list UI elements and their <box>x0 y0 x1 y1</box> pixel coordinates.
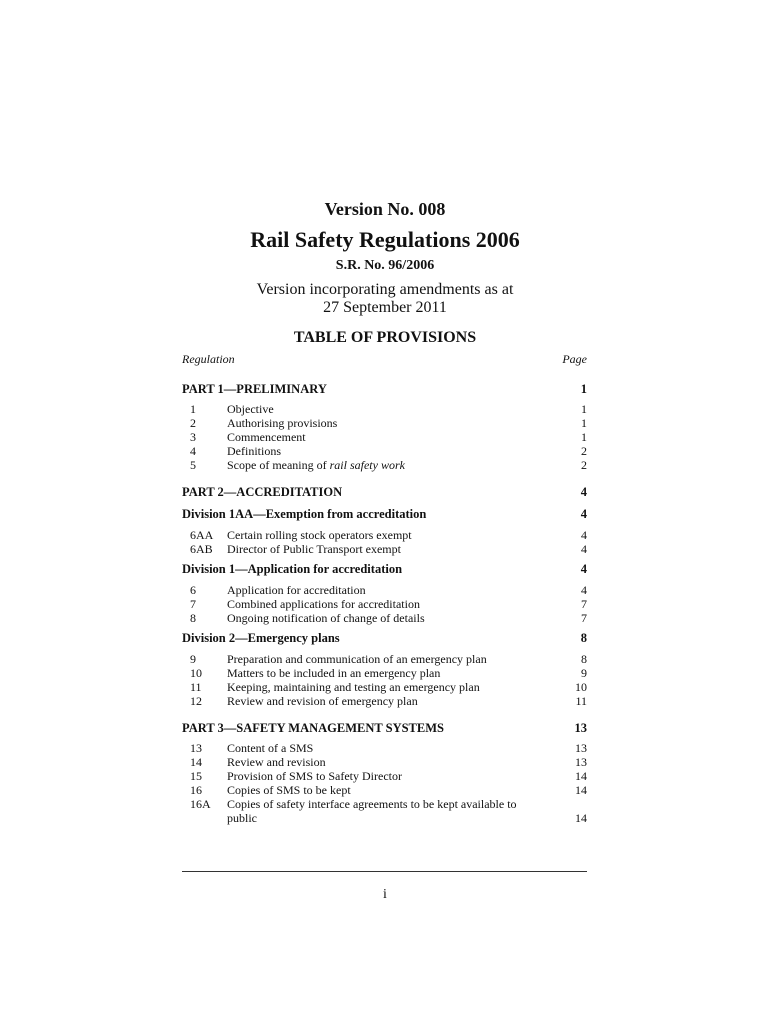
toc-entry[interactable] <box>182 611 587 625</box>
division-title: Division 1AA—Exemption from accreditation <box>182 507 427 521</box>
entry-number: 9 <box>190 652 196 666</box>
entry-page: 1 <box>581 430 587 444</box>
toc-entry[interactable] <box>182 430 587 444</box>
entry-page: 7 <box>581 597 587 611</box>
page-number: i <box>383 887 387 902</box>
entry-number: 6AA <box>190 528 214 542</box>
division-title: Division 2—Emergency plans <box>182 631 340 645</box>
entry-title: Content of a SMS <box>227 741 314 755</box>
entry-number: 14 <box>190 755 202 769</box>
table-of-provisions <box>182 352 587 825</box>
division-page: 4 <box>580 562 587 576</box>
entry-page: 14 <box>575 783 587 797</box>
toc-entry[interactable] <box>182 444 587 458</box>
entry-title: Preparation and communication of an emergency plan <box>227 652 487 666</box>
entry-number: 7 <box>190 597 196 611</box>
entry-title: Combined applications for accreditation <box>227 597 420 611</box>
entry-number: 13 <box>190 741 202 755</box>
entry-title-italic: rail safety work <box>329 458 405 472</box>
division-heading[interactable] <box>182 507 587 523</box>
entry-page: 14 <box>575 811 587 825</box>
division-page: 8 <box>580 631 587 645</box>
part-heading[interactable] <box>182 382 587 398</box>
toc-entry[interactable] <box>182 769 587 783</box>
part-title: PART 1—PRELIMINARY <box>182 382 327 396</box>
entry-page: 1 <box>581 402 587 416</box>
column-header-regulation: Regulation <box>182 352 235 366</box>
toc-entry[interactable] <box>182 402 587 416</box>
entry-title: Director of Public Transport exempt <box>227 542 401 556</box>
toc-entry[interactable] <box>182 583 587 597</box>
entry-title-line-1: Copies of safety interface agreements to be kept available to <box>227 797 517 811</box>
toc-entry[interactable] <box>182 694 587 708</box>
entry-title: Definitions <box>227 444 281 458</box>
part-page: 1 <box>580 382 587 396</box>
entry-title: Review and revision <box>227 755 326 769</box>
entry-number: 5 <box>190 458 196 472</box>
entry-title: Objective <box>227 402 274 416</box>
entry-number: 3 <box>190 430 196 444</box>
entry-number: 6AB <box>190 542 213 556</box>
entry-title: Certain rolling stock operators exempt <box>227 528 412 542</box>
toc-entry[interactable] <box>182 666 587 680</box>
entry-page: 14 <box>575 769 587 783</box>
column-header-page: Page <box>562 352 587 366</box>
entry-title: Commencement <box>227 430 306 444</box>
column-headers <box>182 352 587 368</box>
entry-title: Review and revision of emergency plan <box>227 694 418 708</box>
division-page: 4 <box>580 507 587 521</box>
entry-page: 4 <box>581 583 587 597</box>
entry-number: 2 <box>190 416 196 430</box>
toc-entry[interactable] <box>182 528 587 542</box>
entry-number: 16 <box>190 783 202 797</box>
division-title: Division 1—Application for accreditation <box>182 562 403 576</box>
entry-page: 2 <box>581 444 587 458</box>
toc-entry[interactable] <box>182 783 587 797</box>
part-page: 4 <box>580 485 587 499</box>
footer-divider <box>182 871 587 872</box>
entry-title: Ongoing notification of change of details <box>227 611 425 625</box>
toc-entry[interactable] <box>182 416 587 430</box>
entry-title: Application for accreditation <box>227 583 366 597</box>
sr-number: S.R. No. 96/2006 <box>335 258 435 273</box>
entry-page: 4 <box>581 542 587 556</box>
entry-title: Matters to be included in an emergency plan <box>227 666 441 680</box>
entry-number: 8 <box>190 611 196 625</box>
entry-page: 9 <box>581 666 587 680</box>
toc-heading: TABLE OF PROVISIONS <box>293 329 477 346</box>
division-heading[interactable] <box>182 631 587 647</box>
entry-number: 4 <box>190 444 196 458</box>
version-number: Version No. 008 <box>324 199 446 219</box>
amendment-line-2: 27 September 2011 <box>323 299 447 316</box>
entry-page: 11 <box>575 694 587 708</box>
entry-number: 15 <box>190 769 202 783</box>
entry-number: 11 <box>190 680 202 694</box>
toc-entry[interactable] <box>182 458 587 472</box>
part-heading[interactable] <box>182 721 587 737</box>
toc-entry[interactable] <box>182 755 587 769</box>
entry-number: 6 <box>190 583 196 597</box>
division-heading[interactable] <box>182 562 587 578</box>
toc-entry[interactable] <box>182 652 587 666</box>
entry-page: 1 <box>581 416 587 430</box>
toc-entry[interactable] <box>182 797 587 825</box>
entry-number: 12 <box>190 694 202 708</box>
entry-title-line-2: public <box>227 811 257 825</box>
entry-page: 13 <box>575 755 587 769</box>
entry-number: 10 <box>190 666 202 680</box>
entry-page: 13 <box>575 741 587 755</box>
entry-page: 7 <box>581 611 587 625</box>
entry-title: Copies of SMS to be kept <box>227 783 351 797</box>
toc-entry[interactable] <box>182 741 587 755</box>
entry-page: 8 <box>581 652 587 666</box>
part-page: 13 <box>574 721 587 735</box>
entry-page: 10 <box>575 680 587 694</box>
entry-title <box>227 797 557 825</box>
document-title: Rail Safety Regulations 2006 <box>250 227 520 252</box>
entry-title: Authorising provisions <box>227 416 338 430</box>
toc-entry[interactable] <box>182 597 587 611</box>
entry-number: 1 <box>190 402 196 416</box>
entry-number: 16A <box>190 797 211 811</box>
part-title: PART 2—ACCREDITATION <box>182 485 343 499</box>
entry-title-prefix: Scope of meaning of <box>227 458 330 472</box>
entry-title: Provision of SMS to Safety Director <box>227 769 402 783</box>
part-heading[interactable] <box>182 485 587 501</box>
amendment-line-1: Version incorporating amendments as at <box>256 281 514 298</box>
part-title: PART 3—SAFETY MANAGEMENT SYSTEMS <box>182 721 444 735</box>
entry-page: 4 <box>581 528 587 542</box>
entry-title: Keeping, maintaining and testing an emergency plan <box>227 680 480 694</box>
toc-entry[interactable] <box>182 542 587 556</box>
entry-page: 2 <box>581 458 587 472</box>
entry-title <box>227 458 557 472</box>
toc-entry[interactable] <box>182 680 587 694</box>
